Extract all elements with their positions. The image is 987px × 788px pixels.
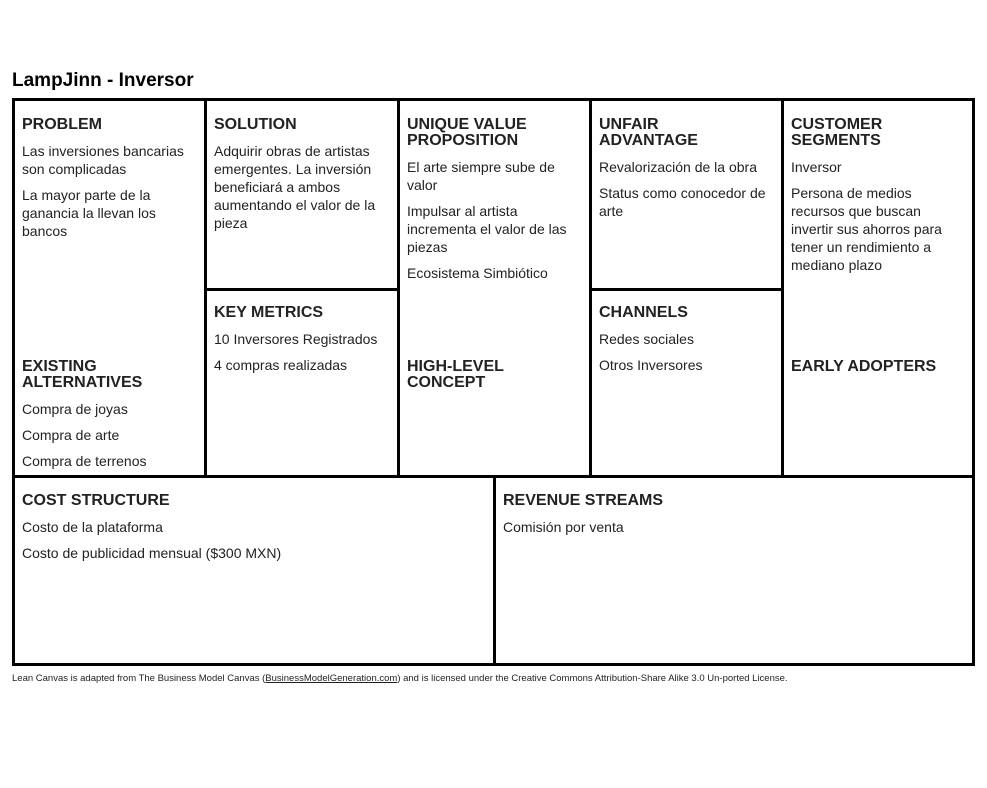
divider-horizontal xyxy=(589,288,784,291)
customer-segments-item: Persona de medios recursos que buscan invertir sus ahorros para tener un rendimiento a mediano plazo xyxy=(791,185,942,273)
channels-heading: CHANNELS xyxy=(599,304,688,321)
channels-item: Redes sociales xyxy=(599,331,694,347)
solution-item: Adquirir obras de artistas emergentes. La inversión beneficiará a ambos aumentando el valor de la pieza xyxy=(214,143,376,231)
footer-link[interactable]: BusinessModelGeneration.com xyxy=(265,673,398,684)
key-metrics-item: 4 compras realizadas xyxy=(214,357,348,373)
canvas-title: LampJinn - Inversor xyxy=(12,70,194,91)
revenue-streams-section xyxy=(503,493,963,544)
existing-alternatives-heading: EXISTING ALTERNATIVES xyxy=(22,358,143,391)
customer-segments-section xyxy=(791,117,969,282)
existing-alternatives-item: Compra de arte xyxy=(22,427,120,443)
customer-segments-item: Inversor xyxy=(791,159,842,175)
key-metrics-item: 10 Inversores Registrados xyxy=(214,331,378,347)
revenue-streams-heading: REVENUE STREAMS xyxy=(503,492,664,509)
existing-alternatives-item: Compra de terrenos xyxy=(22,453,147,469)
divider-vertical xyxy=(493,475,496,663)
problem-item: La mayor parte de la ganancia la llevan los bancos xyxy=(22,187,156,239)
problem-heading: PROBLEM xyxy=(22,116,102,133)
revenue-streams-item: Comisión por venta xyxy=(503,519,624,535)
footer-prefix: Lean Canvas is adapted from The Business Model Canvas ( xyxy=(12,673,266,684)
customer-segments-heading: CUSTOMER SEGMENTS xyxy=(791,116,883,149)
unfair-advantage-item: Revalorización de la obra xyxy=(599,159,757,175)
divider-horizontal xyxy=(204,288,400,291)
license-footer xyxy=(12,673,788,684)
unfair-advantage-section xyxy=(599,117,777,228)
early-adopters-section xyxy=(791,359,969,384)
unique-value-proposition-section xyxy=(407,117,585,290)
problem-section xyxy=(22,117,200,248)
early-adopters-heading: EARLY ADOPTERS xyxy=(791,358,937,375)
unfair-advantage-item: Status como conocedor de arte xyxy=(599,185,766,219)
high-level-concept-heading: HIGH-LEVEL CONCEPT xyxy=(407,358,504,391)
key-metrics-heading: KEY METRICS xyxy=(214,304,324,321)
unique-value-proposition-item: El arte siempre sube de valor xyxy=(407,159,555,193)
unique-value-proposition-item: Ecosistema Simbiótico xyxy=(407,265,548,281)
existing-alternatives-section xyxy=(22,359,200,478)
footer-suffix: ) and is licensed under the Creative Commons Attribution-Share Alike 3.0 Un-ported License. xyxy=(397,673,788,684)
existing-alternatives-item: Compra de joyas xyxy=(22,401,128,417)
cost-structure-section xyxy=(22,493,482,570)
channels-section xyxy=(599,305,777,382)
solution-heading: SOLUTION xyxy=(214,116,297,133)
cost-structure-item: Costo de publicidad mensual ($300 MXN) xyxy=(22,545,282,561)
solution-section xyxy=(214,117,392,240)
cost-structure-heading: COST STRUCTURE xyxy=(22,492,170,509)
problem-item: Las inversiones bancarias son complicadas xyxy=(22,143,184,177)
high-level-concept-section xyxy=(407,359,585,400)
unique-value-proposition-heading: UNIQUE VALUE PROPOSITION xyxy=(407,116,527,149)
cost-structure-item: Costo de la plataforma xyxy=(22,519,163,535)
unique-value-proposition-item: Impulsar al artista incrementa el valor de las piezas xyxy=(407,203,567,255)
channels-item: Otros Inversores xyxy=(599,357,703,373)
key-metrics-section xyxy=(214,305,392,382)
unfair-advantage-heading: UNFAIR ADVANTAGE xyxy=(599,116,698,149)
